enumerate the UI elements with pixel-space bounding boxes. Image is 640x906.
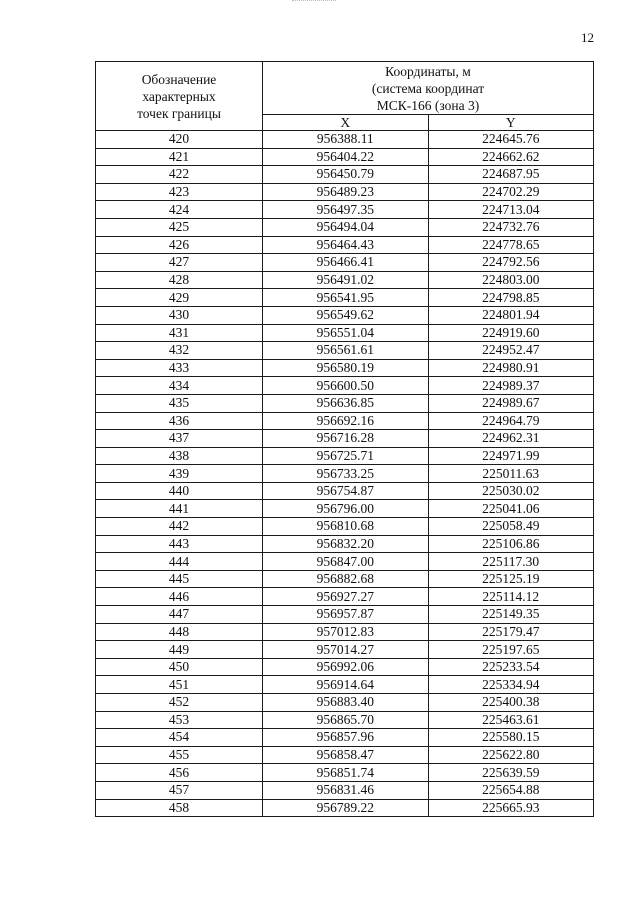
point-number-cell: 438 [96,447,263,465]
y-coordinate-cell: 224702.29 [428,183,594,201]
x-coordinate-cell: 957012.83 [263,623,429,641]
table-row [96,729,594,747]
table-row [96,342,594,360]
y-coordinate-cell: 224645.76 [428,131,594,149]
x-coordinate-cell: 956388.11 [263,131,429,149]
point-number-cell: 421 [96,148,263,166]
point-number-cell: 451 [96,676,263,694]
x-coordinate-cell: 956549.62 [263,306,429,324]
y-coordinate-cell: 225580.15 [428,729,594,747]
table-row [96,500,594,518]
x-coordinate-cell: 956851.74 [263,764,429,782]
table-body [96,131,594,817]
point-number-cell: 450 [96,658,263,676]
point-number-cell: 442 [96,518,263,536]
table-row [96,394,594,412]
y-coordinate-cell: 225639.59 [428,764,594,782]
table-row [96,218,594,236]
point-number-cell: 454 [96,729,263,747]
y-coordinate-cell: 225233.54 [428,658,594,676]
table-row [96,289,594,307]
y-coordinate-cell: 224971.99 [428,447,594,465]
point-number-cell: 429 [96,289,263,307]
x-coordinate-cell: 956489.23 [263,183,429,201]
table-row [96,482,594,500]
point-number-cell: 434 [96,377,263,395]
y-coordinate-cell: 225197.65 [428,641,594,659]
x-coordinate-cell: 956561.61 [263,342,429,360]
x-coordinate-cell: 956847.00 [263,553,429,571]
x-coordinate-cell: 956927.27 [263,588,429,606]
x-coordinate-cell: 956494.04 [263,218,429,236]
table-row [96,553,594,571]
table-row [96,799,594,817]
table-row [96,588,594,606]
point-number-cell: 456 [96,764,263,782]
x-coordinate-cell: 956466.41 [263,254,429,272]
table-row [96,518,594,536]
header-point-line: точек границы [137,105,221,121]
x-coordinate-cell: 956497.35 [263,201,429,219]
point-number-cell: 433 [96,359,263,377]
point-number-cell: 452 [96,694,263,712]
y-coordinate-cell: 224798.85 [428,289,594,307]
y-coordinate-cell: 225179.47 [428,623,594,641]
point-number-cell: 422 [96,166,263,184]
x-coordinate-cell: 956883.40 [263,694,429,712]
y-coordinate-cell: 225114.12 [428,588,594,606]
x-coordinate-cell: 956754.87 [263,482,429,500]
x-coordinate-cell: 956914.64 [263,676,429,694]
header-coords-line: (система координат [371,80,485,96]
point-number-cell: 425 [96,218,263,236]
point-number-cell: 445 [96,570,263,588]
header-point-designation [96,62,263,131]
x-coordinate-cell: 956580.19 [263,359,429,377]
x-coordinate-cell: 956541.95 [263,289,429,307]
header-point-line: Обозначение [141,71,217,87]
point-number-cell: 446 [96,588,263,606]
x-coordinate-cell: 956857.96 [263,729,429,747]
y-coordinate-cell: 224792.56 [428,254,594,272]
header-point-line: характерных [142,88,216,104]
table-row [96,377,594,395]
x-coordinate-cell: 956551.04 [263,324,429,342]
y-coordinate-cell: 225058.49 [428,518,594,536]
x-coordinate-cell: 956832.20 [263,535,429,553]
point-number-cell: 441 [96,500,263,518]
y-coordinate-cell: 225041.06 [428,500,594,518]
x-coordinate-cell: 956733.25 [263,465,429,483]
y-coordinate-cell: 224778.65 [428,236,594,254]
point-number-cell: 436 [96,412,263,430]
table-row [96,746,594,764]
table-row [96,201,594,219]
point-number-cell: 426 [96,236,263,254]
point-number-cell: 447 [96,606,263,624]
x-coordinate-cell: 956404.22 [263,148,429,166]
table-row [96,658,594,676]
point-number-cell: 449 [96,641,263,659]
x-coordinate-cell: 956491.02 [263,271,429,289]
header-x: X [263,115,429,131]
x-coordinate-cell: 956600.50 [263,377,429,395]
table-row [96,271,594,289]
y-coordinate-cell: 225334.94 [428,676,594,694]
y-coordinate-cell: 224919.60 [428,324,594,342]
y-coordinate-cell: 224964.79 [428,412,594,430]
table-row [96,606,594,624]
y-coordinate-cell: 225400.38 [428,694,594,712]
y-coordinate-cell: 225622.80 [428,746,594,764]
table-row [96,465,594,483]
point-number-cell: 457 [96,781,263,799]
point-number-cell: 448 [96,623,263,641]
point-number-cell: 430 [96,306,263,324]
table-header-row [96,62,594,115]
x-coordinate-cell: 956957.87 [263,606,429,624]
y-coordinate-cell: 224952.47 [428,342,594,360]
point-number-cell: 431 [96,324,263,342]
table-row [96,764,594,782]
point-number-cell: 439 [96,465,263,483]
point-number-cell: 458 [96,799,263,817]
page-number: 12 [581,30,594,45]
header-coords-line: Координаты, м [385,63,471,79]
x-coordinate-cell: 956882.68 [263,570,429,588]
x-coordinate-cell: 956725.71 [263,447,429,465]
point-number-cell: 428 [96,271,263,289]
table-row [96,412,594,430]
y-coordinate-cell: 224980.91 [428,359,594,377]
x-coordinate-cell: 956810.68 [263,518,429,536]
y-coordinate-cell: 225125.19 [428,570,594,588]
x-coordinate-cell: 956636.85 [263,394,429,412]
table-row [96,711,594,729]
x-coordinate-cell: 957014.27 [263,641,429,659]
table-row [96,359,594,377]
x-coordinate-cell: 956716.28 [263,430,429,448]
point-number-cell: 432 [96,342,263,360]
y-coordinate-cell: 224962.31 [428,430,594,448]
table-row [96,148,594,166]
header-coords-line: МСК-166 (зона 3) [376,97,480,113]
y-coordinate-cell: 225106.86 [428,535,594,553]
y-coordinate-cell: 225030.02 [428,482,594,500]
table-row [96,694,594,712]
x-coordinate-cell: 956692.16 [263,412,429,430]
y-coordinate-cell: 224713.04 [428,201,594,219]
table-row [96,676,594,694]
y-coordinate-cell: 225011.63 [428,465,594,483]
table-row [96,535,594,553]
header-y: Y [428,115,594,131]
point-number-cell: 420 [96,131,263,149]
x-coordinate-cell: 956464.43 [263,236,429,254]
x-coordinate-cell: 956796.00 [263,500,429,518]
y-coordinate-cell: 224662.62 [428,148,594,166]
y-coordinate-cell: 224732.76 [428,218,594,236]
table-row [96,254,594,272]
point-number-cell: 424 [96,201,263,219]
table-row [96,447,594,465]
x-coordinate-cell: 956865.70 [263,711,429,729]
header-coordinates [263,62,594,115]
y-coordinate-cell: 225149.35 [428,606,594,624]
table-row [96,623,594,641]
point-number-cell: 443 [96,535,263,553]
y-coordinate-cell: 225665.93 [428,799,594,817]
point-number-cell: 423 [96,183,263,201]
point-number-cell: 435 [96,394,263,412]
point-number-cell: 455 [96,746,263,764]
table-row [96,570,594,588]
table-row [96,131,594,149]
point-number-cell: 440 [96,482,263,500]
table-row [96,236,594,254]
y-coordinate-cell: 225654.88 [428,781,594,799]
table-row [96,306,594,324]
table-row [96,641,594,659]
point-number-cell: 453 [96,711,263,729]
y-coordinate-cell: 224989.67 [428,394,594,412]
point-number-cell: 444 [96,553,263,571]
table-row [96,430,594,448]
point-number-cell: 427 [96,254,263,272]
x-coordinate-cell: 956858.47 [263,746,429,764]
point-number-cell: 437 [96,430,263,448]
table-row [96,183,594,201]
y-coordinate-cell: 225117.30 [428,553,594,571]
table-row [96,324,594,342]
y-coordinate-cell: 225463.61 [428,711,594,729]
y-coordinate-cell: 224801.94 [428,306,594,324]
x-coordinate-cell: 956831.46 [263,781,429,799]
x-coordinate-cell: 956789.22 [263,799,429,817]
coordinates-table [95,61,594,817]
y-coordinate-cell: 224687.95 [428,166,594,184]
x-coordinate-cell: 956992.06 [263,658,429,676]
scan-artifact [292,0,336,4]
y-coordinate-cell: 224803.00 [428,271,594,289]
x-coordinate-cell: 956450.79 [263,166,429,184]
table-row [96,781,594,799]
table-row [96,166,594,184]
y-coordinate-cell: 224989.37 [428,377,594,395]
